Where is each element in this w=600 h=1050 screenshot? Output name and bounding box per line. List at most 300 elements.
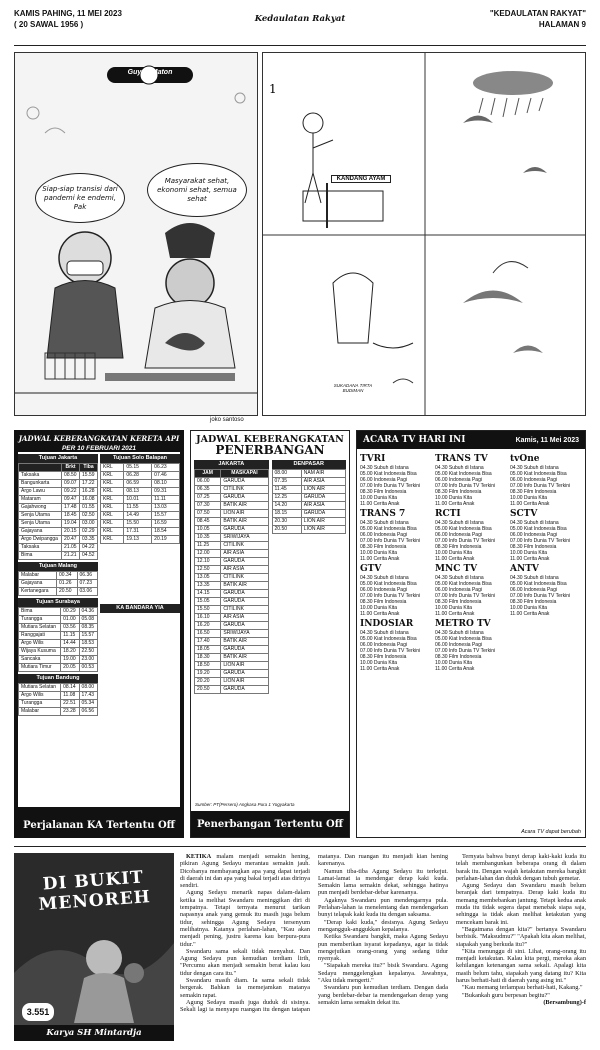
table-cell: 06.59 — [124, 480, 152, 488]
program-line: 07.00 Info Dunia TV Terkini — [510, 538, 571, 544]
program-line: 08.30 Film Indonesia — [435, 489, 482, 495]
table-cell: CITILINK — [221, 486, 268, 494]
train-row — [19, 692, 98, 700]
table-cell: 08.00 — [79, 684, 97, 692]
table-cell: 00.53 — [79, 664, 97, 672]
flight-row — [195, 526, 269, 534]
table-cell: 22.51 — [61, 700, 79, 708]
story-paragraph: Agung Sedayu masih juga duduk di sisinya. Sekali lagi ia menyapu ruangan itu dengan tatapan matanya. Dan ruangan itu menjadi kian hening karenanya. — [180, 853, 448, 1014]
train-subtitle: PER 10 FEBRUARI 2021 — [61, 445, 137, 452]
table-cell: KRL — [101, 496, 124, 504]
table-cell: Ranggajati — [19, 632, 61, 640]
train-row — [19, 624, 98, 632]
table-cell: 18.15 — [272, 510, 301, 518]
program-line: 05.00 Kiat Indonesia Bisa — [510, 581, 567, 587]
table-cell: 08.35 — [79, 624, 97, 632]
program-line: 04.30 Subuh di Istana — [360, 520, 409, 526]
train-row — [19, 504, 98, 512]
table-cell: 11.45 — [272, 486, 301, 494]
flight-row — [272, 494, 346, 502]
train-table-area — [18, 452, 180, 807]
train-row — [19, 648, 98, 656]
table-cell: 15.59 — [80, 472, 98, 480]
table-cell: KRL — [101, 504, 124, 512]
story-author: Karya SH Mintardja — [14, 1025, 174, 1041]
program-line: 04.30 Subuh di Istana — [360, 575, 409, 581]
table-cell: 09.22 — [62, 488, 80, 496]
story-paragraph: Ketika Swandaru bangkit, maka Agung Sedayu pun memberikan isyarat kepadanya, agar ia tidak mengejutkan orang-orang yang sedang tidur nyenyak. — [318, 933, 448, 963]
train-schedule-box — [14, 430, 184, 838]
flight-schedule-box — [190, 430, 350, 838]
speech-bubble-right: Masyarakat sehat, ekonomi sehat, semua sehat — [147, 163, 247, 217]
tv-column — [435, 452, 507, 672]
table-cell: 21.05 — [62, 544, 80, 552]
table-cell: 20.05 — [61, 664, 79, 672]
program-line: 04.30 Subuh di Istana — [510, 520, 559, 526]
program-line: 11.00 Cerita Anak — [360, 501, 400, 507]
table-cell: 01.26 — [57, 580, 77, 588]
program-line: 06.00 Indonesia Pagi — [510, 587, 557, 593]
flight-title-1: JADWAL KEBERANGKATAN — [196, 434, 344, 445]
comic-illustration-left — [15, 53, 258, 416]
program-line: 11.00 Cerita Anak — [435, 611, 475, 617]
table-cell: Malabar — [19, 572, 57, 580]
schedules-row — [14, 430, 586, 838]
table-cell: 22.50 — [79, 648, 97, 656]
table-cell: 02.50 — [80, 512, 98, 520]
program-line: 06.00 Indonesia Pagi — [510, 532, 557, 538]
table-cell: GARUDA — [221, 526, 268, 534]
table-cell: Argo Wilis — [19, 640, 61, 648]
comic-logo: Guyon Maton — [127, 69, 173, 76]
flight-row — [195, 662, 269, 670]
story-paragraph: "Kita menunggu di sini. Lihat, orang-orang itu menjadi ketakutan. Kalau kita pergi, mereka akan kehilangan ketenangan sama sekali. Apalagi kita masih belum tahu, siapakah yang datang itu? Kita harus berhati-hati di daerah yang asing ini." — [456, 947, 586, 985]
table-cell: LION AIR — [221, 662, 268, 670]
table-cell: SRIWIJAYA — [221, 630, 268, 638]
table-flights-denpasar — [272, 469, 347, 534]
train-row — [101, 472, 180, 480]
table-cell: 03.56 — [61, 624, 79, 632]
train-row — [19, 520, 98, 528]
table-cell: 17.48 — [62, 504, 80, 512]
table-cell: LION AIR — [221, 510, 268, 518]
table-cell: 08.50 — [62, 472, 80, 480]
program-line: 04.30 Subuh di Istana — [360, 465, 409, 471]
train-row — [101, 480, 180, 488]
table-cell: 19.20 — [195, 670, 221, 678]
train-row — [101, 464, 180, 472]
story-paragraph: Swandaru pun kemudian terdiam. Dengan dada yang berdebar-debar ia mendengarkan derap yang semakin lama semakin dekat itu. — [318, 984, 448, 1006]
table-cell: 20.30 — [272, 518, 301, 526]
table-cell: GARUDA — [221, 478, 268, 486]
train-right-col — [100, 452, 180, 716]
program-line: 05.00 Kiat Indonesia Bisa — [360, 471, 417, 477]
flight-row — [195, 510, 269, 518]
table-cell: 10.35 — [195, 534, 221, 542]
table-cell: 20.15 — [62, 528, 80, 536]
channel-logo: TRANS TV — [435, 454, 488, 464]
program-line: 07.00 Info Dunia TV Terkini — [360, 648, 421, 654]
train-row — [19, 536, 98, 544]
table-cell: KRL — [101, 480, 124, 488]
svg-text:1: 1 — [269, 82, 277, 96]
table-cell: 06.28 — [124, 472, 152, 480]
table-cell: Senja Utama — [19, 512, 62, 520]
table-cell: 17.31 — [124, 528, 152, 536]
speech-bubble-left: Siap-siap transisi dari pandemi ke endemi, Pak — [35, 173, 125, 223]
table-cell: 06.35 — [195, 486, 221, 494]
table-cell: 09.47 — [62, 496, 80, 504]
flight-row — [195, 622, 269, 630]
train-row — [101, 488, 180, 496]
program-line: 10.00 Dunia Kita — [360, 660, 397, 666]
program-line: 06.00 Indonesia Pagi — [510, 477, 557, 483]
train-row — [19, 640, 98, 648]
program-line: 08.30 Film Indonesia — [360, 654, 407, 660]
program-line: 04.30 Subuh di Istana — [360, 630, 409, 636]
program-line: 10.00 Dunia Kita — [360, 605, 397, 611]
table-cell: KRL — [101, 472, 124, 480]
table-cell: 18.45 — [62, 512, 80, 520]
train-row — [19, 588, 98, 596]
table-cell: CITILINK — [221, 574, 268, 582]
table-cell: 12.10 — [195, 558, 221, 566]
comic-section — [14, 52, 586, 426]
table-cell: BATIK AIR — [221, 638, 268, 646]
flight-row — [195, 670, 269, 678]
channel-logo: ANTV — [510, 564, 539, 574]
program-line: 07.00 Info Dunia TV Terkini — [435, 648, 496, 654]
train-row — [19, 632, 98, 640]
program-line: 05.00 Kiat Indonesia Bisa — [360, 526, 417, 532]
flight-right-col — [272, 458, 347, 694]
channel-logo: METRO TV — [435, 619, 491, 629]
table-cell: Argo Dwipangga — [19, 536, 62, 544]
train-row — [19, 656, 98, 664]
table-cell: 06.23 — [152, 464, 180, 472]
story-paragraph: "Bagaimana dengan kita?" bertanya Swandaru berbisik. "Maksudmu?" "Apakah kita akan melihat, siapakah yang berkuda itu?" — [456, 925, 586, 948]
story-paragraph: "Siapakah mereka itu?" bisik Swandaru. Agung Sedayu menggelengkan kepalanya. Jawabnya, "Aku tidak mengerti." — [318, 962, 448, 985]
table-cell: 11.15 — [61, 632, 79, 640]
program-line: 11.00 Cerita Anak — [435, 501, 475, 507]
table-cell: LION AIR — [301, 526, 345, 534]
flight-row — [195, 502, 269, 510]
table-cell: 14.20 — [272, 502, 301, 510]
table-bandung — [18, 683, 98, 716]
flight-row — [195, 558, 269, 566]
comic-credit: joko santoso — [210, 417, 244, 423]
table-cell: LION AIR — [301, 518, 345, 526]
flight-row — [195, 542, 269, 550]
table-cell: KRL — [101, 488, 124, 496]
program-line: 04.30 Subuh di Istana — [435, 575, 484, 581]
section-ka-bandara: KA BANDARA YIA — [100, 604, 180, 613]
comic-illustration-right — [263, 53, 586, 416]
train-row — [19, 616, 98, 624]
flight-row — [195, 590, 269, 598]
table-cell: 17.22 — [80, 480, 98, 488]
table-cell: 16.10 — [195, 614, 221, 622]
program-line: 10.00 Dunia Kita — [435, 550, 472, 556]
table-cell: 06.36 — [77, 572, 98, 580]
flight-row — [195, 598, 269, 606]
table-cell: 07.50 — [195, 510, 221, 518]
flight-row — [195, 518, 269, 526]
tv-title: ACARA TV HARI INI — [363, 435, 466, 445]
table-cell: 06.00 — [195, 478, 221, 486]
program-line: 04.30 Subuh di Istana — [510, 575, 559, 581]
table-cell: 05.34 — [79, 700, 97, 708]
section-surabaya: Tujuan Surabaya — [18, 598, 98, 607]
table-cell: 08.45 — [195, 518, 221, 526]
table-cell: 14.49 — [124, 512, 152, 520]
episode-number: 3.551 — [22, 1003, 54, 1021]
program-line: 08.30 Film Indonesia — [435, 654, 482, 660]
train-title: JADWAL KEBERANGKATAN KERETA API — [14, 430, 184, 445]
train-row — [19, 580, 98, 588]
publication-name: "KEDAULATAN RAKYAT" — [489, 9, 586, 18]
flight-row — [195, 606, 269, 614]
program-line: 05.00 Kiat Indonesia Bisa — [435, 581, 492, 587]
table-cell: NAM AIR — [301, 470, 345, 478]
train-row — [19, 700, 98, 708]
table-cell: 13.05 — [195, 574, 221, 582]
story-paragraph: Swandaru sama sekali tidak menyahut. Dan Agung Sedayu pun kemudian terdiam lirih, "Percumu akan menjadi semakin berat kalau kau tidur dengan cara itu." — [180, 947, 310, 977]
table-cell: 12.25 — [272, 494, 301, 502]
train-row — [19, 488, 98, 496]
flight-row — [195, 646, 269, 654]
table-cell: 18.30 — [195, 654, 221, 662]
flight-row — [195, 638, 269, 646]
program-line: 06.00 Indonesia Pagi — [360, 587, 407, 593]
table-cell: BATIK AIR — [221, 582, 268, 590]
program-line: 10.00 Dunia Kita — [435, 605, 472, 611]
table-cell: 11.25 — [195, 542, 221, 550]
table-cell: Mutiara Timur — [19, 664, 61, 672]
table-cell: 08.10 — [152, 480, 180, 488]
program-line: 06.00 Indonesia Pagi — [435, 587, 482, 593]
table-cell: Malabar — [19, 708, 61, 716]
table-cell: KRL — [101, 512, 124, 520]
table-solo — [100, 463, 180, 544]
train-row — [19, 480, 98, 488]
table-cell: 20.50 — [272, 526, 301, 534]
table-cell: 21.21 — [62, 552, 80, 560]
channel-logo: MNC TV — [435, 564, 478, 574]
table-cell: 20.50 — [57, 588, 77, 596]
program-line: 06.00 Indonesia Pagi — [435, 532, 482, 538]
program-line: 07.00 Info Dunia TV Terkini — [360, 593, 421, 599]
train-row — [19, 572, 98, 580]
table-cell: 11.55 — [124, 504, 152, 512]
table-cell: AIR ASIA — [301, 478, 345, 486]
program-line: 07.00 Info Dunia TV Terkini — [435, 538, 496, 544]
table-cell: GARUDA — [221, 598, 268, 606]
program-line: 07.00 Info Dunia TV Terkini — [435, 593, 496, 599]
table-cell: 15.57 — [79, 632, 97, 640]
table-cell: 12.00 — [195, 550, 221, 558]
table-cell: 09.31 — [152, 488, 180, 496]
table-cell: Wijaya Kusuma — [19, 648, 61, 656]
table-cell: 05.08 — [79, 616, 97, 624]
table-cell: 09.07 — [62, 480, 80, 488]
flight-row — [195, 678, 269, 686]
city-jakarta: JAKARTA — [194, 460, 269, 469]
flight-row — [272, 486, 346, 494]
flight-row — [195, 630, 269, 638]
table-cell: 08.00 — [272, 470, 301, 478]
table-cell: GARUDA — [221, 670, 268, 678]
program-line: 05.00 Kiat Indonesia Bisa — [510, 526, 567, 532]
table-cell: Bima — [19, 552, 62, 560]
table-cell: 10.05 — [195, 526, 221, 534]
table-cell: GARUDA — [301, 510, 345, 518]
program-line: 11.00 Cerita Anak — [360, 556, 400, 562]
table-cell: Senja Utama — [19, 520, 62, 528]
program-line: 04.30 Subuh di Istana — [510, 465, 559, 471]
table-cell: 17.43 — [79, 692, 97, 700]
table-cell: 10.01 — [124, 496, 152, 504]
table-cell: 01.55 — [80, 504, 98, 512]
table-cell: KRL — [101, 464, 124, 472]
table-malang — [18, 571, 98, 596]
table-cell: Mutiara Selatan — [19, 624, 61, 632]
program-line: 06.00 Indonesia Pagi — [360, 477, 407, 483]
table-cell: 20.50 — [195, 686, 221, 694]
train-footer: Perjalanan KA Tertentu Off — [14, 812, 184, 838]
program-line: 11.00 Cerita Anak — [510, 611, 550, 617]
table-cell: 01.00 — [61, 616, 79, 624]
table-cell: 15.57 — [152, 512, 180, 520]
tv-column — [360, 452, 432, 672]
train-row — [19, 552, 98, 560]
flight-row — [195, 566, 269, 574]
program-line: 11.00 Cerita Anak — [360, 666, 400, 672]
table-cell: KRL — [101, 520, 124, 528]
table-cell: AIR ASIA — [301, 502, 345, 510]
train-row — [19, 608, 98, 616]
section-jakarta: Tujuan Jakarta — [18, 454, 98, 463]
program-line: 08.30 Film Indonesia — [360, 489, 407, 495]
program-line: 05.00 Kiat Indonesia Bisa — [360, 636, 417, 642]
table-cell: GARUDA — [301, 494, 345, 502]
page-header — [14, 6, 586, 46]
channel-logo: SCTV — [510, 509, 538, 519]
table-cell: 23.00 — [79, 656, 97, 664]
table-cell: 11.08 — [61, 692, 79, 700]
program-line: 11.00 Cerita Anak — [510, 501, 550, 507]
flight-row — [195, 534, 269, 542]
table-cell: 03.00 — [80, 520, 98, 528]
tv-header — [357, 431, 585, 449]
story-paragraph: "Kau memang terlampau berhati-hati, Kakang." — [462, 984, 583, 992]
table-cell: LION AIR — [221, 678, 268, 686]
table-cell: 03.06 — [77, 588, 98, 596]
train-row — [19, 708, 98, 716]
table-cell: Turangga — [19, 616, 61, 624]
header-right — [490, 8, 586, 30]
train-row — [101, 504, 180, 512]
col-brkt: Brkt — [62, 464, 80, 472]
program-line: 06.00 Indonesia Pagi — [435, 642, 482, 648]
program-line: 06.00 Indonesia Pagi — [435, 477, 482, 483]
table-surabaya — [18, 607, 98, 672]
program-line: 05.00 Kiat Indonesia Bisa — [435, 526, 492, 532]
tv-schedule-box — [356, 430, 586, 838]
program-line: 05.00 Kiat Indonesia Bisa — [435, 471, 492, 477]
program-line: 07.00 Info Dunia TV Terkini — [510, 483, 571, 489]
story-poster — [14, 853, 174, 1041]
table-cell: 00.34 — [57, 572, 77, 580]
program-line: 08.30 Film Indonesia — [360, 544, 407, 550]
channel-logo: GTV — [360, 564, 382, 574]
flight-row — [272, 526, 346, 534]
table-cell: GARUDA — [221, 646, 268, 654]
program-line: 11.00 Cerita Anak — [360, 611, 400, 617]
table-cell: 07.35 — [272, 478, 301, 486]
table-cell: 15.05 — [195, 598, 221, 606]
program-line: 10.00 Dunia Kita — [510, 605, 547, 611]
story-paragraph: KETIKA malam menjadi semakin hening, pikiran Agung Sedayu merantau semakin jauh. Dicobanya membayangkan apa yang dapat terjadi di daerah ini dan apa yang bakal terjadi atas dirinya sendiri. — [180, 853, 310, 890]
program-line: 08.30 Film Indonesia — [360, 599, 407, 605]
table-cell: 18.54 — [152, 528, 180, 536]
table-cell: 07.46 — [152, 472, 180, 480]
train-row — [101, 536, 180, 544]
program-line: 07.00 Info Dunia TV Terkini — [435, 483, 496, 489]
tv-column — [510, 452, 582, 672]
comic-panel-right — [262, 52, 586, 416]
table-cell: 12.50 — [195, 566, 221, 574]
train-row — [101, 520, 180, 528]
table-cell: 18.20 — [61, 648, 79, 656]
table-cell: 16.08 — [80, 496, 98, 504]
table-jakarta — [18, 463, 98, 560]
program-line: 10.00 Dunia Kita — [360, 495, 397, 501]
table-cell: 14.15 — [195, 590, 221, 598]
table-cell: 16.28 — [80, 488, 98, 496]
comic-panel-guyon-maton — [14, 52, 258, 416]
story-paragraph: "Bukankah guru berpesan begitu?" — [462, 991, 550, 999]
table-cell: 08.13 — [124, 488, 152, 496]
story-paragraph: "Derap kaki kuda," desisnya. Agung Sedayu mengangguk-anggukkan kepalanya. — [318, 918, 448, 933]
table-cell: 07.25 — [195, 494, 221, 502]
tv-source-note: Acara TV dapat berubah — [521, 829, 581, 835]
tv-date: Kamis, 11 Mei 2023 — [515, 436, 579, 444]
program-line: 04.30 Subuh di Istana — [435, 465, 484, 471]
program-line: 08.30 Film Indonesia — [510, 544, 557, 550]
flight-row — [272, 470, 346, 478]
table-cell: Taksaka — [19, 544, 62, 552]
program-line: 05.00 Kiat Indonesia Bisa — [360, 581, 417, 587]
table-cell: 23.28 — [61, 708, 79, 716]
story-text — [180, 853, 586, 1041]
section-solo: Tujuan Solo Balapan — [100, 454, 180, 463]
col-tiba: Tiba — [80, 464, 98, 472]
table-cell: 00.29 — [61, 608, 79, 616]
flight-row — [195, 478, 269, 486]
section-bandung: Tujuan Bandung — [18, 674, 98, 683]
table-cell: 19.13 — [124, 536, 152, 544]
cartoonist-signature: SUKADANA TIRTA BUDIMAN — [333, 383, 373, 393]
serial-story-section — [14, 846, 586, 1042]
flight-source: Sumber: PT(Persero) Angkasa Pura 1 Yogyakarta — [195, 802, 295, 807]
table-cell: 13.03 — [152, 504, 180, 512]
table-cell: 18.05 — [195, 646, 221, 654]
table-cell: LION AIR — [301, 486, 345, 494]
table-cell: 11.11 — [152, 496, 180, 504]
program-line: 05.00 Kiat Indonesia Bisa — [510, 471, 567, 477]
table-flights-jakarta — [194, 469, 269, 694]
